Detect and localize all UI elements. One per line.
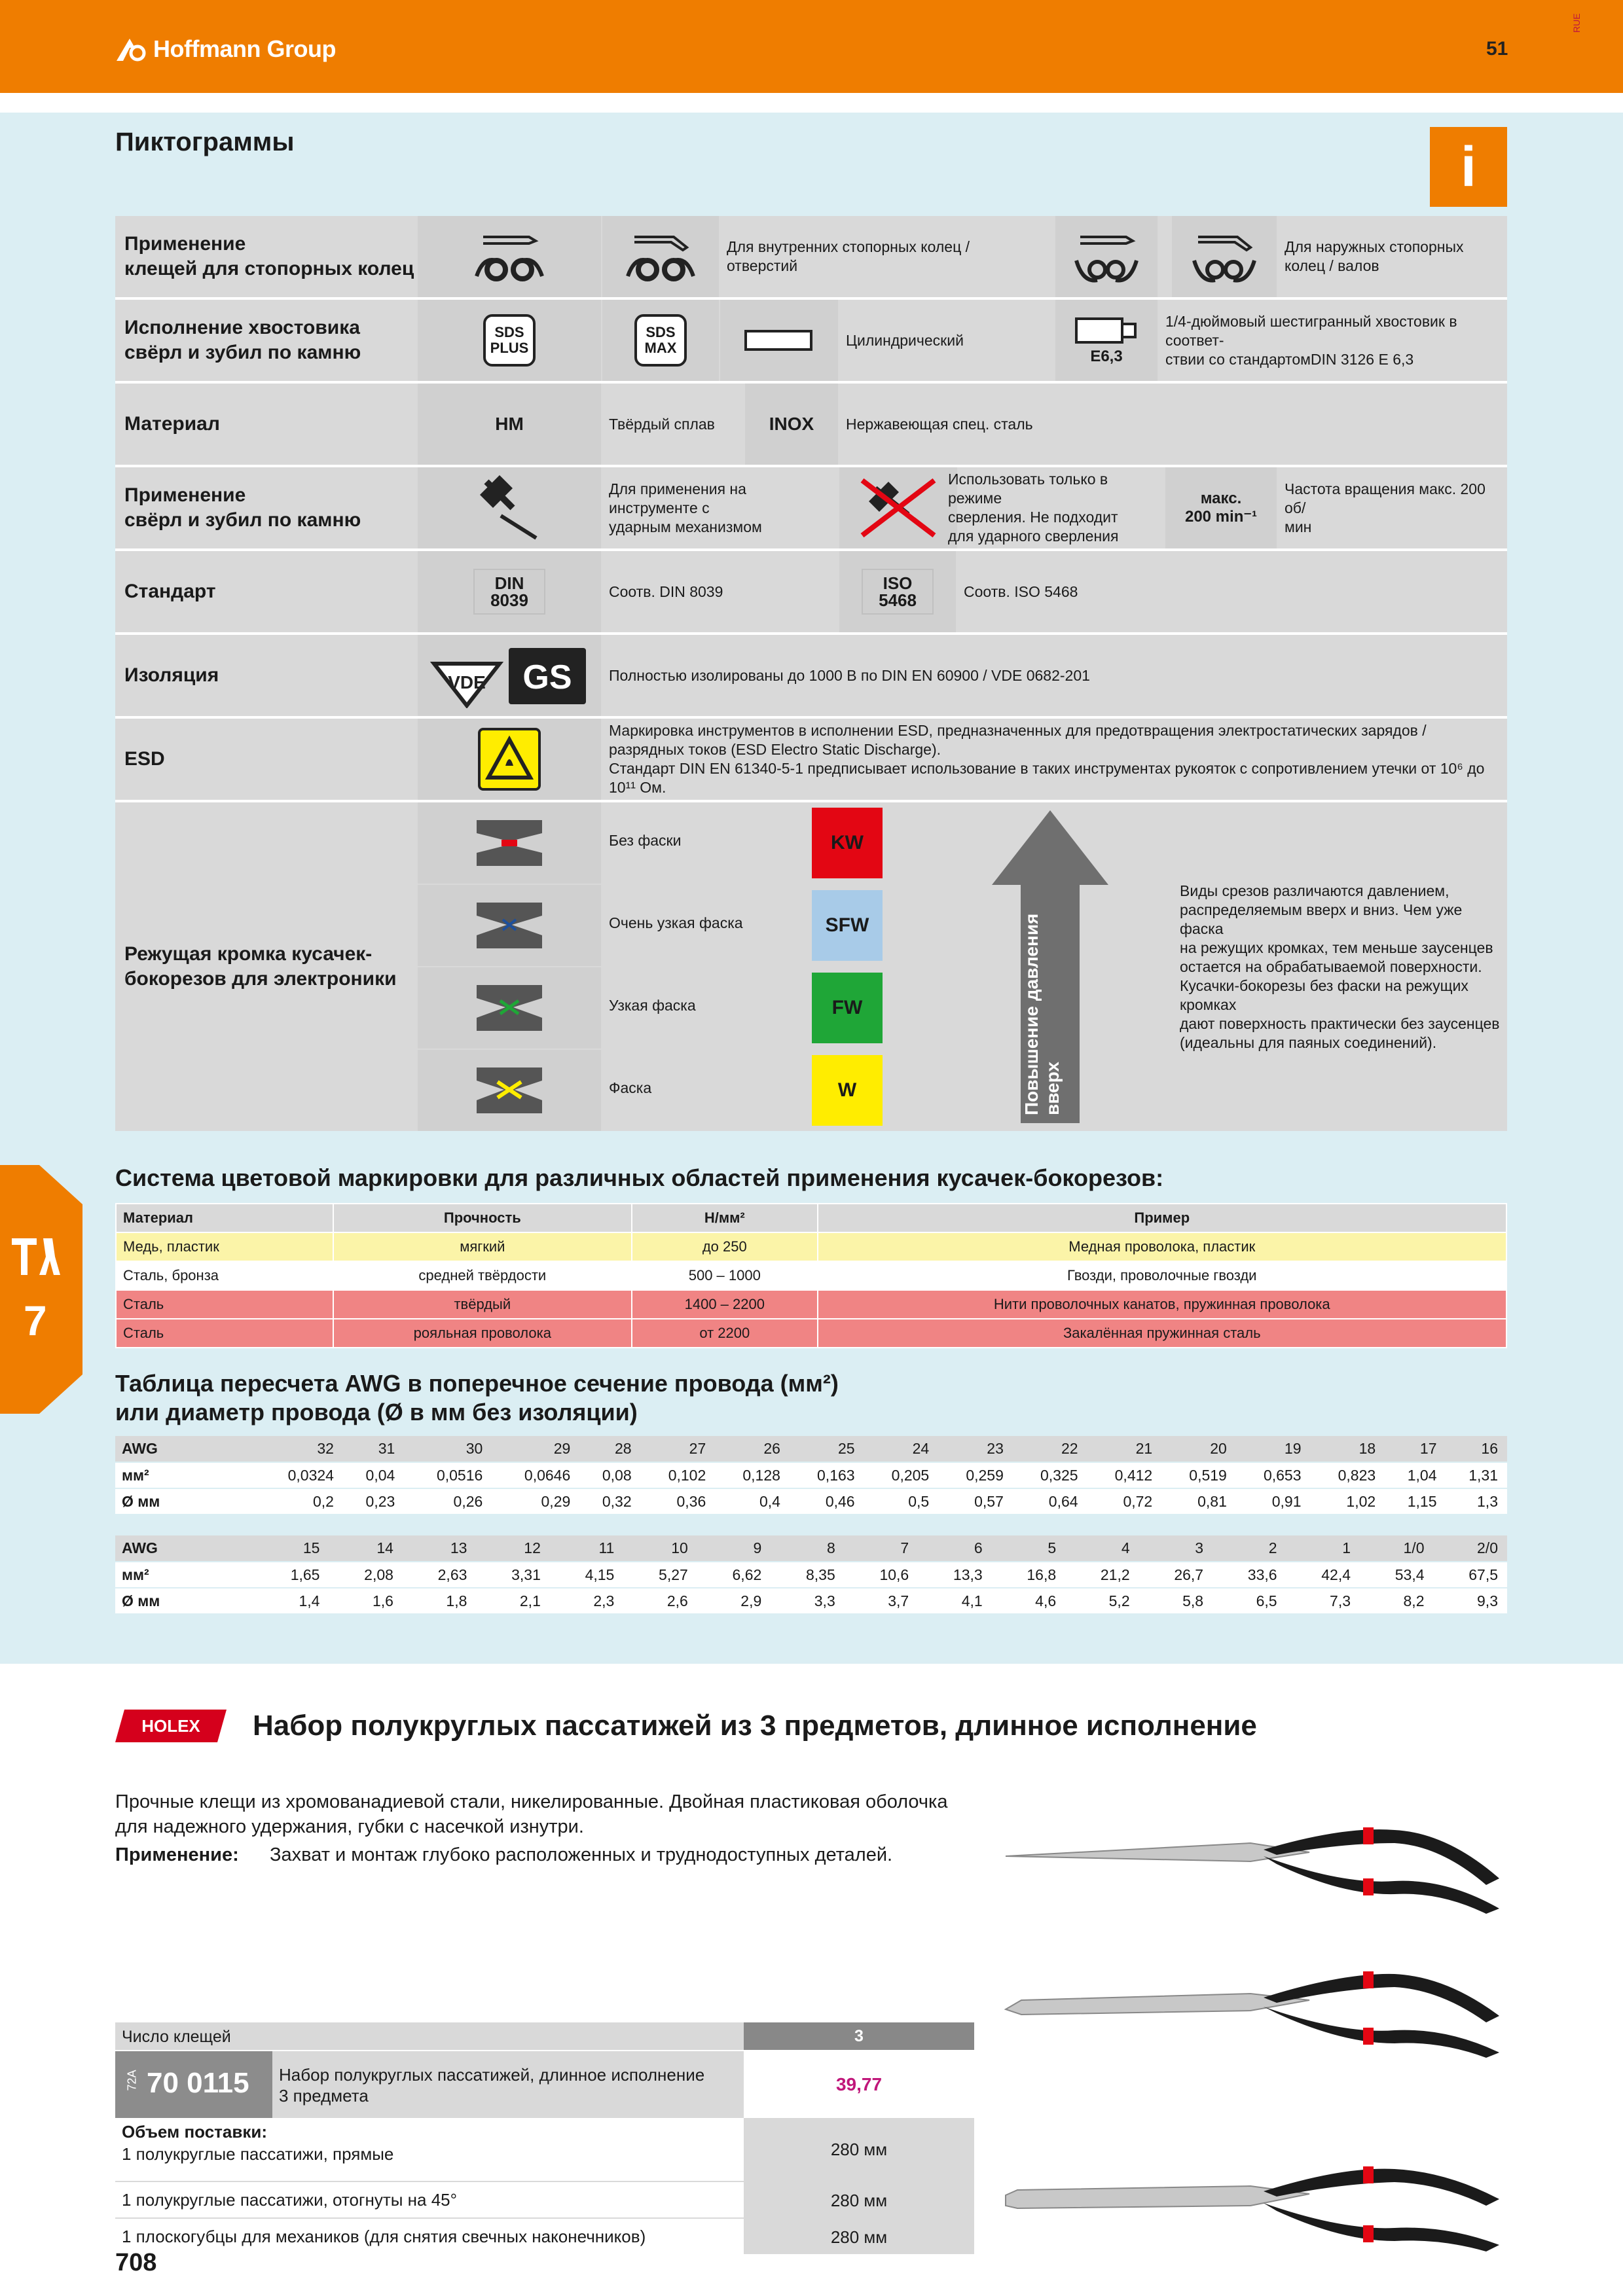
- awg-cell: 2,63: [403, 1562, 476, 1588]
- article-row[interactable]: [115, 2051, 974, 2118]
- edge-code-badge: KW: [812, 808, 883, 878]
- edge-name: Без фаски: [609, 832, 682, 849]
- awg-cell: 0,23: [343, 1488, 404, 1515]
- awg-cell: 7: [845, 1535, 918, 1562]
- awg-cell: 0,72: [1087, 1488, 1162, 1515]
- scope-text: 1 полукруглые пассатижи, отогнуты на 45°: [122, 2190, 458, 2210]
- edge-code-badge: SFW: [812, 890, 883, 961]
- inox-text: Нержавеющая спец. сталь: [846, 415, 1033, 433]
- awg-cell: 31: [343, 1436, 404, 1462]
- awg-cell: 0,4: [715, 1488, 790, 1515]
- awg-cell: 0,0646: [492, 1462, 579, 1488]
- awg-cell: 2,3: [550, 1588, 623, 1614]
- awg-cell: 1: [1286, 1535, 1360, 1562]
- article-number: 70 0115: [147, 2067, 249, 2099]
- awg-cell: 4,15: [550, 1562, 623, 1588]
- inox-badge: INOX: [769, 414, 814, 434]
- internal-circlip-bent-icon: [621, 224, 700, 289]
- product-description: Прочные клещи из хромованадиевой стали, никелированные. Двойная пластиковая оболочка для надежного удержания, губки с насечкой изнутри.: [115, 1791, 948, 1837]
- row-label: ESD: [124, 748, 165, 770]
- awg-cell: 5,2: [1065, 1588, 1139, 1614]
- iso-badge: ISO 5468: [862, 569, 934, 615]
- awg-cell: 10: [623, 1535, 697, 1562]
- cutting-edge-list: [418, 802, 938, 1131]
- edge-name: Узкая фаска: [609, 997, 696, 1014]
- hex-text: 1/4-дюймовый шестигранный хвостовик в соответ- ствии со стандартомDIN 3126 E 6,3: [1165, 312, 1457, 368]
- row-label: Стандарт: [124, 581, 216, 602]
- edge-no-bevel-icon: [470, 814, 549, 872]
- icon-cell: [1165, 467, 1277, 548]
- row-label: Режущая кромка кусачек- бокорезов для электроники: [124, 943, 397, 990]
- icon-cell: [1055, 216, 1158, 297]
- hm-text: Твёрдый сплав: [609, 415, 715, 433]
- icon-cell: [418, 384, 601, 465]
- table-cell: твёрдый: [333, 1290, 632, 1319]
- awg-cell: 2,08: [329, 1562, 402, 1588]
- pictogram-table: [115, 216, 1507, 1131]
- awg-cell: 1,4: [255, 1588, 329, 1614]
- icon-cell: [418, 216, 601, 297]
- awg-cell: 8,2: [1360, 1588, 1433, 1614]
- icon-cell: [839, 551, 956, 632]
- table-cell: Медная проволока, пластик: [818, 1232, 1506, 1261]
- cylindrical-text: Цилиндрический: [846, 331, 964, 349]
- awg-cell: 5: [992, 1535, 1065, 1562]
- sds-max-badge: SDS MAX: [634, 314, 687, 367]
- section-title: Пиктограммы: [115, 128, 295, 156]
- edge-code-badge: FW: [812, 973, 883, 1043]
- awg-cell: 2/0: [1434, 1535, 1508, 1562]
- table-row: [116, 1290, 1506, 1319]
- awg-cell: 13,3: [918, 1562, 991, 1588]
- pliers-flat-image: [1002, 2153, 1512, 2258]
- awg-cell: 0,36: [641, 1488, 716, 1515]
- table-header: Материал: [116, 1204, 333, 1232]
- table-cell: Медь, пластик: [116, 1232, 333, 1261]
- pliers-bent-image: [1002, 1957, 1512, 2062]
- icon-cell: [1172, 216, 1277, 297]
- awg-cell: 22: [1013, 1436, 1087, 1462]
- edge-very-narrow-bevel-icon: [470, 896, 549, 955]
- icon-cell: [418, 467, 601, 548]
- count-label: Число клещей: [122, 2028, 231, 2046]
- awg-cell: 6,5: [1213, 1588, 1286, 1614]
- table-row: [116, 1261, 1506, 1290]
- awg-row: [115, 1488, 1507, 1515]
- awg-cell: 7,3: [1286, 1588, 1360, 1614]
- icon-cell: [418, 551, 601, 632]
- awg-cell: 1,02: [1311, 1488, 1385, 1515]
- awg-cell: 0,91: [1236, 1488, 1311, 1515]
- scope-row: [115, 2181, 974, 2217]
- cutting-item-sfw: [418, 885, 938, 966]
- awg-table-1: [115, 1436, 1507, 1515]
- awg-cell: 10,6: [845, 1562, 918, 1588]
- awg-cell: 20: [1161, 1436, 1236, 1462]
- awg-row-label: Ø мм: [115, 1588, 255, 1614]
- awg-cell: 67,5: [1434, 1562, 1508, 1588]
- article-description: Набор полукруглых пассатижей, длинное исполнение 3 предмета: [279, 2065, 705, 2106]
- awg-cell: 0,5: [864, 1488, 939, 1515]
- awg-cell: 19: [1236, 1436, 1311, 1462]
- count-row: [115, 2022, 974, 2050]
- hoffmann-logo-icon: [115, 36, 147, 62]
- awg-cell: 1/0: [1360, 1535, 1433, 1562]
- awg-cell: 0,81: [1161, 1488, 1236, 1515]
- awg-cell: 0,653: [1236, 1462, 1311, 1488]
- awg-cell: 1,6: [329, 1588, 402, 1614]
- vde-letters: VDE: [448, 672, 486, 692]
- edge-narrow-bevel-icon: [470, 978, 549, 1037]
- awg-cell: 0,29: [492, 1488, 579, 1515]
- awg-cell: 30: [404, 1436, 492, 1462]
- icon-cell: [839, 467, 957, 548]
- page-number-bottom: 708: [115, 2249, 157, 2276]
- awg-cell: 0,259: [938, 1462, 1013, 1488]
- scope-row: [115, 2140, 974, 2181]
- awg-cell: 4: [1065, 1535, 1139, 1562]
- table-header: Прочность: [333, 1204, 632, 1232]
- icon-cell: [720, 300, 838, 381]
- hoffmann-logo[interactable]: [115, 35, 336, 63]
- icon-cell: [418, 300, 601, 381]
- awg-cell: 2,6: [623, 1588, 697, 1614]
- row-label: Изоляция: [124, 664, 219, 686]
- awg-cell: 3: [1139, 1535, 1213, 1562]
- esd-text: Маркировка инструментов в исполнении ESD, предназначенных для предотвращения электростатических зарядов / разрядных токов (ESD Electro Static Discharge). Стандарт DIN EN 61340-5-1 предписывает использование в таких инструментах рукояток с сопротивлением утечки от 10⁶ до 10¹¹ Ом.: [609, 722, 1485, 796]
- awg-cell: 21: [1087, 1436, 1162, 1462]
- awg-row: [115, 1462, 1507, 1488]
- awg-cell: 1,3: [1446, 1488, 1508, 1515]
- hex-label: E6,3: [1090, 348, 1123, 365]
- gs-letters: GS: [522, 658, 572, 696]
- awg-cell: 0,08: [579, 1462, 640, 1488]
- cutting-item-fw: [418, 967, 938, 1049]
- pliers-straight-image: [1002, 1813, 1512, 1918]
- awg-cell: 32: [255, 1436, 343, 1462]
- table-cell: средней твёрдости: [333, 1261, 632, 1290]
- cutting-explanation: Виды срезов различаются давлением, распределяемым вверх и вниз. Чем уже фаска на режущих кромках, тем меньше заусенцев остается на обрабатываемой поверхности. Кусачки-бокорезы без фаски на режущих кромках дают поверхность практически без заусенцев (идеальны для паяных соединений).: [1180, 882, 1500, 1051]
- color-system-title: Система цветовой маркировки для различных областей применения кусачек-бокорезов:: [115, 1164, 1164, 1191]
- edge-name: Очень узкая фаска: [609, 914, 743, 931]
- awg-cell: 1,15: [1385, 1488, 1446, 1515]
- awg-cell: 12: [476, 1535, 549, 1562]
- icon-cell: [418, 635, 601, 716]
- table-cell: 1400 – 2200: [632, 1290, 818, 1319]
- awg-cell: 33,6: [1213, 1562, 1286, 1588]
- icon-cell: [418, 802, 601, 884]
- edge-bevel-icon: [470, 1061, 549, 1120]
- awg-cell: 16: [1446, 1436, 1508, 1462]
- language-tag: RUE: [1571, 13, 1582, 33]
- awg-cell: 15: [255, 1535, 329, 1562]
- awg-cell: 24: [864, 1436, 939, 1462]
- awg-cell: 16,8: [992, 1562, 1065, 1588]
- icon-cell: [602, 300, 719, 381]
- scope-text: 1 полукруглые пассатижи, прямые: [122, 2144, 394, 2164]
- row-label: Применение свёрл и зубил по камню: [124, 484, 361, 531]
- awg-cell: 0,2: [255, 1488, 343, 1515]
- awg-cell: 3,3: [771, 1588, 844, 1614]
- sds-plus-badge: SDS PLUS: [483, 314, 536, 367]
- pressure-arrow-cell: [939, 802, 1161, 1131]
- awg-cell: 3,7: [845, 1588, 918, 1614]
- awg-row-label: AWG: [115, 1436, 255, 1462]
- article-number-box: [115, 2051, 272, 2118]
- impact-text: Для применения на инструменте с ударным механизмом: [609, 480, 762, 535]
- awg-cell: 0,102: [641, 1462, 716, 1488]
- table-row: [116, 1232, 1506, 1261]
- awg-cell: 28: [579, 1436, 640, 1462]
- table-row: [116, 1319, 1506, 1348]
- internal-circlip-straight-icon: [470, 224, 549, 289]
- table-cell: Гвозди, проволочные гвозди: [818, 1261, 1506, 1290]
- awg-cell: 21,2: [1065, 1562, 1139, 1588]
- awg-cell: 1,8: [403, 1588, 476, 1614]
- icon-cell: [418, 719, 601, 800]
- page-number-top: 51: [1486, 38, 1508, 60]
- awg-cell: 26: [715, 1436, 790, 1462]
- awg-cell: 2,9: [697, 1588, 771, 1614]
- awg-cell: 0,325: [1013, 1462, 1087, 1488]
- din-badge: DIN 8039: [473, 569, 545, 615]
- table-cell: Нити проволочных канатов, пружинная проволока: [818, 1290, 1506, 1319]
- awg-row: [115, 1436, 1507, 1462]
- awg-row-label: Ø мм: [115, 1488, 255, 1515]
- awg-cell: 4,1: [918, 1588, 991, 1614]
- scope-value: 280 мм: [744, 2219, 974, 2254]
- awg-cell: 9: [697, 1535, 771, 1562]
- awg-cell: 25: [790, 1436, 864, 1462]
- row-label: Материал: [124, 413, 220, 435]
- count-value: 3: [744, 2022, 974, 2050]
- external-circlip-bent-icon: [1185, 224, 1264, 289]
- chapter-side-tab: [0, 1165, 82, 1414]
- table-cell: 500 – 1000: [632, 1261, 818, 1290]
- internal-circlip-text: Для внутренних стопорных колец / отверстий: [727, 238, 970, 274]
- picto-row-material: [115, 384, 1507, 465]
- icon-cell: [745, 384, 838, 465]
- product-usage: [115, 1844, 892, 1866]
- icon-cell: [1055, 300, 1158, 381]
- awg-row: [115, 1562, 1507, 1588]
- article-price: 39,77: [744, 2051, 974, 2118]
- pressure-arrow-text: Повышение давления вверх: [1021, 913, 1063, 1115]
- esd-icon: [477, 726, 542, 792]
- table-cell: рояльная проволока: [333, 1319, 632, 1348]
- holex-brand: HOLEX: [141, 1716, 200, 1736]
- awg-cell: 2: [1213, 1535, 1286, 1562]
- scope-value: 280 мм: [744, 2118, 974, 2181]
- scope-text: 1 плоскогубцы для механиков (для снятия свечных наконечников): [122, 2227, 646, 2246]
- icon-cell: [418, 1050, 601, 1131]
- awg-cell: 0,519: [1161, 1462, 1236, 1488]
- awg-cell: 0,26: [404, 1488, 492, 1515]
- empty-cell: [1165, 551, 1507, 632]
- picto-row-esd: [115, 719, 1507, 800]
- awg-cell: 27: [641, 1436, 716, 1462]
- awg-cell: 17: [1385, 1436, 1446, 1462]
- table-cell: до 250: [632, 1232, 818, 1261]
- awg-cell: 2,1: [476, 1588, 549, 1614]
- icon-cell: [418, 967, 601, 1049]
- awg-row: [115, 1535, 1507, 1562]
- awg-cell: 0,0516: [404, 1462, 492, 1488]
- awg-cell: 42,4: [1286, 1562, 1360, 1588]
- din-text: Соотв. DIN 8039: [609, 583, 723, 600]
- awg-row-label: AWG: [115, 1535, 255, 1562]
- picto-row-insulation: [115, 635, 1507, 716]
- awg-title: Таблица пересчета AWG в поперечное сечение провода (мм²) или диаметр провода (Ø в мм без изоляции): [115, 1370, 839, 1426]
- icon-cell: [418, 885, 601, 966]
- awg-cell: 0,412: [1087, 1462, 1162, 1488]
- table-header: Н/мм²: [632, 1204, 818, 1232]
- vde-gs-icon: [428, 643, 591, 708]
- product-table: [115, 2022, 974, 2254]
- awg-cell: 1,65: [255, 1562, 329, 1588]
- icon-cell: [602, 216, 719, 297]
- awg-cell: 0,163: [790, 1462, 864, 1488]
- row-label: Исполнение хвостовика свёрл и зубил по камню: [124, 317, 361, 363]
- awg-cell: 4,6: [992, 1588, 1065, 1614]
- picto-row-application: [115, 467, 1507, 548]
- awg-cell: 53,4: [1360, 1562, 1433, 1588]
- awg-cell: 8: [771, 1535, 844, 1562]
- picto-row-shank: [115, 300, 1507, 381]
- cylindrical-shank-icon: [743, 327, 815, 353]
- edge-name: Фаска: [609, 1079, 652, 1096]
- awg-cell: 1,04: [1385, 1462, 1446, 1488]
- color-system-table: [115, 1203, 1507, 1348]
- awg-cell: 0,128: [715, 1462, 790, 1488]
- usage-label: Применение:: [115, 1844, 239, 1865]
- picto-row-standard: [115, 551, 1507, 632]
- awg-cell: 9,3: [1434, 1588, 1508, 1614]
- usage-text: Захват и монтаж глубоко расположенных и труднодоступных деталей.: [270, 1844, 893, 1865]
- table-cell: Закалённая пружинная сталь: [818, 1319, 1506, 1348]
- speed-badge: макс. 200 min⁻¹: [1184, 490, 1258, 526]
- awg-cell: 8,35: [771, 1562, 844, 1588]
- brand-name: Hoffmann Group: [153, 35, 336, 62]
- insulation-text: Полностью изолированы до 1000 В по DIN EN 60900 / VDE 0682-201: [609, 666, 1090, 684]
- awg-cell: 18: [1311, 1436, 1385, 1462]
- hammer-icon: [473, 475, 545, 541]
- awg-cell: 0,04: [343, 1462, 404, 1488]
- awg-cell: 6,62: [697, 1562, 771, 1588]
- awg-cell: 0,205: [864, 1462, 939, 1488]
- table-header: Пример: [818, 1204, 1506, 1232]
- page-header: [0, 0, 1623, 93]
- awg-cell: 5,27: [623, 1562, 697, 1588]
- awg-cell: 0,0324: [255, 1462, 343, 1488]
- awg-table-2: [115, 1535, 1507, 1615]
- chapter-number: 7: [24, 1297, 47, 1344]
- awg-cell: 29: [492, 1436, 579, 1462]
- speed-text: Частота вращения макс. 200 об/ мин: [1285, 480, 1486, 535]
- scope-label: Объем поставки:: [122, 2122, 268, 2142]
- awg-cell: 13: [403, 1535, 476, 1562]
- awg-cell: 26,7: [1139, 1562, 1213, 1588]
- awg-cell: 11: [550, 1535, 623, 1562]
- awg-row-label: мм²: [115, 1462, 255, 1488]
- awg-cell: 3,31: [476, 1562, 549, 1588]
- drill-text: Использовать только в режиме сверления. Не подходит для ударного сверления: [948, 471, 1119, 545]
- product-title: Набор полукруглых пассатижей из 3 предметов, длинное исполнение: [253, 1710, 1257, 1742]
- awg-row-label: мм²: [115, 1562, 255, 1588]
- table-cell: от 2200: [632, 1319, 818, 1348]
- hm-badge: HM: [495, 414, 524, 434]
- awg-cell: 0,64: [1013, 1488, 1087, 1515]
- holex-logo[interactable]: [115, 1710, 227, 1742]
- table-header-row: [116, 1204, 1506, 1232]
- article-prefix: 72A: [125, 2070, 139, 2091]
- awg-row: [115, 1588, 1507, 1614]
- info-icon: i: [1430, 127, 1507, 207]
- empty-cell: [1055, 384, 1507, 465]
- awg-cell: 23: [938, 1436, 1013, 1462]
- hex-shank-icon: [1074, 315, 1139, 348]
- row-label: Применение клещей для стопорных колец: [124, 233, 414, 279]
- external-circlip-straight-icon: [1067, 224, 1146, 289]
- awg-cell: 0,32: [579, 1488, 640, 1515]
- awg-cell: 5,8: [1139, 1588, 1213, 1614]
- cutting-item-kw: [418, 802, 938, 884]
- external-circlip-text: Для наружных стопорных колец / валов: [1285, 238, 1464, 274]
- awg-cell: 0,57: [938, 1488, 1013, 1515]
- table-cell: Сталь: [116, 1319, 333, 1348]
- table-cell: Сталь, бронза: [116, 1261, 333, 1290]
- awg-cell: 0,823: [1311, 1462, 1385, 1488]
- scope-value: 280 мм: [744, 2182, 974, 2217]
- scope-row: [115, 2217, 974, 2254]
- iso-text: Соотв. ISO 5468: [964, 583, 1078, 600]
- table-cell: Сталь: [116, 1290, 333, 1319]
- awg-cell: 0,46: [790, 1488, 864, 1515]
- awg-cell: 6: [918, 1535, 991, 1562]
- edge-code-badge: W: [812, 1055, 883, 1126]
- picto-row-circlip: [115, 216, 1507, 297]
- cutting-item-w: [418, 1050, 938, 1131]
- no-hammer-icon: [856, 475, 941, 541]
- table-cell: мягкий: [333, 1232, 632, 1261]
- awg-cell: 14: [329, 1535, 402, 1562]
- awg-cell: 1,31: [1446, 1462, 1508, 1488]
